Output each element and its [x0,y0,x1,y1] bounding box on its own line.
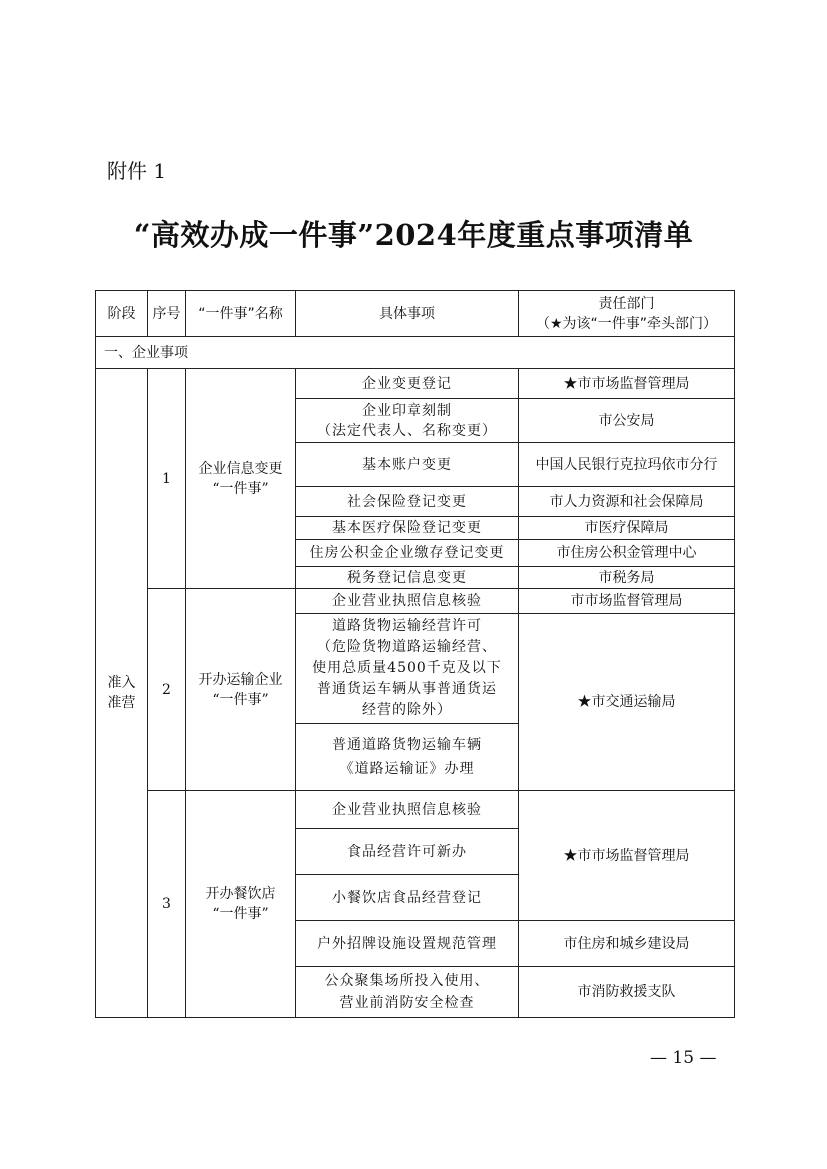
attachment-label: 附件 1 [107,159,167,183]
header-item: 具体事项 [296,291,519,337]
header-dept-line2: （★为该“一件事”牵头部门） [535,315,718,332]
item-cell: 基本医疗保险登记变更 [296,517,519,540]
stage-line1: 准入 [107,675,136,691]
name-line2: “一件事” [212,480,269,497]
name-line1: 企业信息变更 [198,460,283,477]
item-cell: 食品经营许可新办 [296,829,519,875]
item-cell: 企业营业执照信息核验 [296,791,519,829]
item-cell: 道路货物运输经营许可 （危险货物道路运输经营、 使用总质量4500千克及以下 普通货运车辆从事普通货运 经营的除外） [296,614,519,724]
page-number: — 15 — [650,1048,717,1068]
item-cell: 企业印章刻制 （法定代表人、名称变更） [296,399,519,443]
dept-cell: 市公安局 [519,399,735,443]
dept-cell: 市市场监督管理局 [519,589,735,614]
item-cell: 公众聚集场所投入使用、 营业前消防安全检查 [296,967,519,1018]
dept-cell: ★市市场监督管理局 [519,369,735,399]
seq-cell: 2 [148,589,186,791]
table-header-row [96,291,735,337]
table-row [96,791,735,829]
name-cell [186,791,296,1018]
item-cell: 户外招牌设施设置规范管理 [296,921,519,967]
stage-cell [96,369,148,1018]
item-cell: 企业变更登记 [296,369,519,399]
name-cell [186,589,296,791]
seq-cell: 3 [148,791,186,1018]
document-title: “高效办成一件事”2024年度重点事项清单 [133,218,694,252]
item-cell: 普通道路货物运输车辆 《道路运输证》办理 [296,724,519,791]
section-row [96,337,735,369]
name-line2: “一件事” [212,906,269,922]
dept-cell: 中国人民银行克拉玛依市分行 [519,443,735,487]
seq-cell: 1 [148,369,186,589]
name-line1: 开办运输企业 [198,671,283,688]
header-dept [519,291,735,337]
name-cell [186,369,296,589]
dept-cell: 市消防救援支队 [519,967,735,1018]
header-name: “一件事”名称 [186,291,296,337]
item-cell: 基本账户变更 [296,443,519,487]
dept-cell: 市人力资源和社会保障局 [519,487,735,517]
name-line1: 开办餐饮店 [205,886,276,902]
dept-cell: 市税务局 [519,567,735,589]
item-cell: 小餐饮店食品经营登记 [296,875,519,921]
dept-cell: ★市交通运输局 [519,614,735,791]
dept-cell: 市医疗保障局 [519,517,735,540]
header-stage: 阶段 [96,291,148,337]
item-cell: 住房公积金企业缴存登记变更 [296,540,519,567]
section-title: 一、企业事项 [96,337,735,369]
table-row [96,369,735,399]
header-seq: 序号 [148,291,186,337]
table-row [96,589,735,614]
dept-cell: 市住房和城乡建设局 [519,921,735,967]
item-cell: 社会保险登记变更 [296,487,519,517]
item-cell: 企业营业执照信息核验 [296,589,519,614]
stage-line2: 准营 [107,695,136,711]
name-line2: “一件事” [212,691,269,708]
matters-table [95,290,735,1018]
item-cell: 税务登记信息变更 [296,567,519,589]
dept-cell: ★市市场监督管理局 [519,791,735,921]
header-dept-line1: 责任部门 [598,295,655,312]
dept-cell: 市住房公积金管理中心 [519,540,735,567]
